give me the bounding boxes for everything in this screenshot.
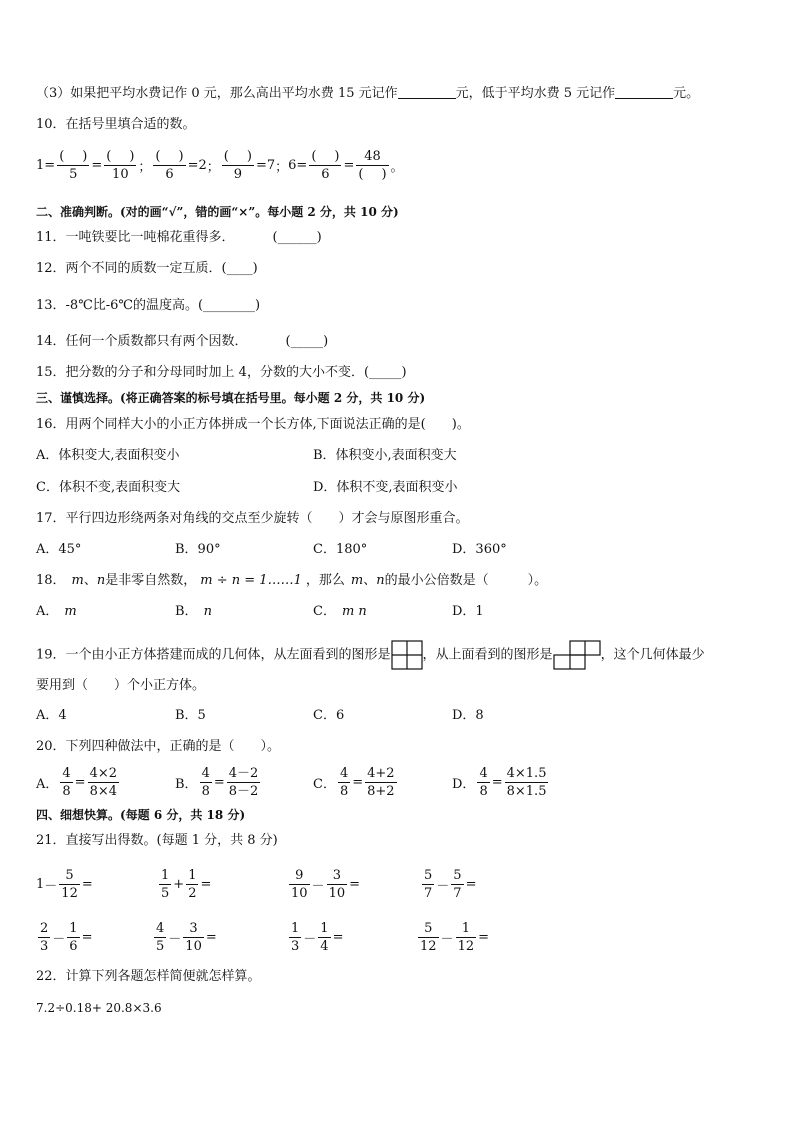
q19-option-a[interactable]: A．4 [36,708,67,723]
q19-text-2: ，从上面看到的图形是 [422,647,553,663]
q17-option-b[interactable]: B．90° [175,542,221,557]
q18-var-m: m [71,573,84,588]
q18-var-n: n [96,573,106,588]
q18-text-2: ，那么 [305,573,345,588]
q9-blank-2[interactable] [615,84,673,99]
q10-eq: = [91,158,103,173]
q18-var-n: n [376,573,385,588]
q11-text: 11．一吨铁要比一吨棉花重得多． [36,230,235,245]
q21-row1-expr4: $\frac{5}{7}$ － $\frac{5}{7}$ = [424,868,477,901]
q20-option-b[interactable]: B． $\frac{4}{8}$ = $\frac{4-2}{8-2}$ [175,766,259,799]
q16-stem: 16．用两个同样大小的小正方体拼成一个长方体,下面说法正确的是( )。 [36,417,470,432]
q18-expression: m ÷ n = 1……1 [200,573,302,588]
q11-answer-paren[interactable]: (______) [272,230,322,245]
q18-option-a[interactable]: A． m [36,604,77,619]
q10-semicolon: ； [275,160,289,175]
q18-stem [36,572,547,590]
q10-semicolon: ； [206,160,220,175]
q10-frac-3: $\frac{( )}{6}$ [155,149,184,182]
q10-fractions [36,148,404,183]
q10-frac-2: $\frac{( )}{10}$ [106,149,135,182]
q20-option-d[interactable]: D． $\frac{4}{8}$ = $\frac{4\times 1.5}{8\times 1.5}$ [452,766,547,799]
q20-option-c[interactable]: C． $\frac{4}{8}$ = $\frac{4+2}{8+2}$ [313,766,395,799]
q11 [36,229,322,247]
q20-stem: 20．下列四种做法中，正确的是（ ）。 [36,739,281,754]
q17-option-a[interactable]: A．45° [36,542,82,557]
q22-expression: 7.2÷0.18+ 20.8×3.6 [36,1001,162,1015]
q18-option-d[interactable]: D．1 [452,604,484,619]
q10-frac-1: $\frac{( )}{5}$ [59,149,88,182]
q21-row1-expr3: $\frac{9}{10}$ － $\frac{3}{10}$ = [291,868,361,901]
q10-one: 1 [36,158,45,173]
q21-row1-expr2: $\frac{1}{5}$ + $\frac{1}{2}$ = [161,868,212,901]
q10-eq: = [343,158,355,173]
q21-row1-expr1: 1 － $\frac{5}{12}$ = [36,868,93,901]
section3-title: 三、谨慎选择。(将正确答案的标号填在括号里。每小题 2 分，共 10 分) [36,391,426,405]
q10-semicolon: ； [138,160,152,175]
q10-six: 6 [288,158,297,173]
section4-title: 四、细想快算。(每题 6 分，共 18 分) [36,808,246,822]
q19-stem [36,640,705,670]
q16-option-d[interactable]: D．体积不变,表面积变小 [313,480,458,495]
q14-answer-paren[interactable]: (_____) [285,334,329,349]
q10-end: 。 [390,160,404,175]
q19-option-b[interactable]: B．5 [175,708,206,723]
q18-text-1: 是非零自然数， [105,573,197,588]
q18-sep: 、 [363,573,377,588]
q12: 12．两个不同的质数一定互质．(____) [36,261,258,276]
q18-text-3: 的最小公倍数是（ ）。 [384,573,548,588]
q21-row2-expr3: $\frac{1}{3}$ － $\frac{1}{4}$ = [291,921,344,954]
q10-eq: = [296,158,308,173]
q10-frac-4: $\frac{( )}{9}$ [223,149,252,182]
q18-var-m: m [350,573,364,588]
q19-option-c[interactable]: C．6 [313,708,345,723]
left-view-grid-icon [391,640,423,670]
q19-text-1: 19．一个由小正方体搭建而成的几何体，从左面看到的图形是 [36,647,391,663]
q19-text-3: ，这个几何体最少 [600,647,705,663]
q18-option-b[interactable]: B． n [175,604,212,619]
q21-row2-expr1: $\frac{2}{3}$ － $\frac{1}{6}$ = [40,921,93,954]
q21-stem: 21．直接写出得数。(每题 1 分，共 8 分) [36,833,278,848]
q19-stem-cont: 要用到（ ）个小正方体。 [36,678,206,693]
q10-eq: = [44,158,56,173]
q10-frac-5: $\frac{( )}{6}$ [311,149,340,182]
q18-sep: 、 [83,573,97,588]
q19-option-d[interactable]: D．8 [452,708,484,723]
q9-text-b: 元，低于平均水费 5 元记作 [455,86,616,101]
q9-blank-1[interactable] [398,84,456,99]
q16-option-a[interactable]: A．体积变大,表面积变小 [36,448,180,463]
q15: 15．把分数的分子和分母同时加上 4，分数的大小不变．(_____) [36,365,407,380]
q22-stem: 22．计算下列各题怎样简便就怎样算。 [36,969,261,984]
q13: 13．-8℃比-6℃的温度高。(________) [36,298,261,313]
q9-text-c: 元。 [673,86,700,101]
q9-text-a: （3）如果把平均水费记作 0 元，那么高出平均水费 15 元记作 [36,86,398,101]
q14 [36,333,328,351]
q10-frac-6: $\frac{48}{( )}$ [358,149,387,182]
q10-eq: = [187,158,199,173]
q10-two: 2 [198,158,207,173]
q9-part3 [36,84,699,103]
q17-option-c[interactable]: C．180° [313,542,368,557]
q21-row2-expr4: $\frac{5}{12}$ － $\frac{1}{12}$ = [420,921,490,954]
q17-option-d[interactable]: D．360° [452,542,507,557]
q14-text: 14．任何一个质数都只有两个因数． [36,334,248,349]
section2-title: 二、准确判断。(对的画“√”，错的画“×”。每小题 2 分，共 10 分) [36,205,399,219]
q10-stem: 10．在括号里填合适的数。 [36,117,196,132]
q18-option-c[interactable]: C． m n [313,604,367,619]
q21-row2-expr2: $\frac{4}{5}$ － $\frac{3}{10}$ = [156,921,217,954]
q16-option-b[interactable]: B．体积变小,表面积变大 [313,448,457,463]
q20-option-a[interactable]: A． $\frac{4}{8}$ = $\frac{4\times 2}{8\times 4}$ [36,766,118,799]
q18-number: 18． [36,573,66,588]
top-view-grid-icon [553,640,601,670]
q10-eq: = [255,158,267,173]
q16-option-c[interactable]: C．体积不变,表面积变大 [36,480,181,495]
q17-stem: 17．平行四边形绕两条对角线的交点至少旋转（ ）才会与原图形重合。 [36,511,469,526]
q10-seven: 7 [266,158,276,173]
